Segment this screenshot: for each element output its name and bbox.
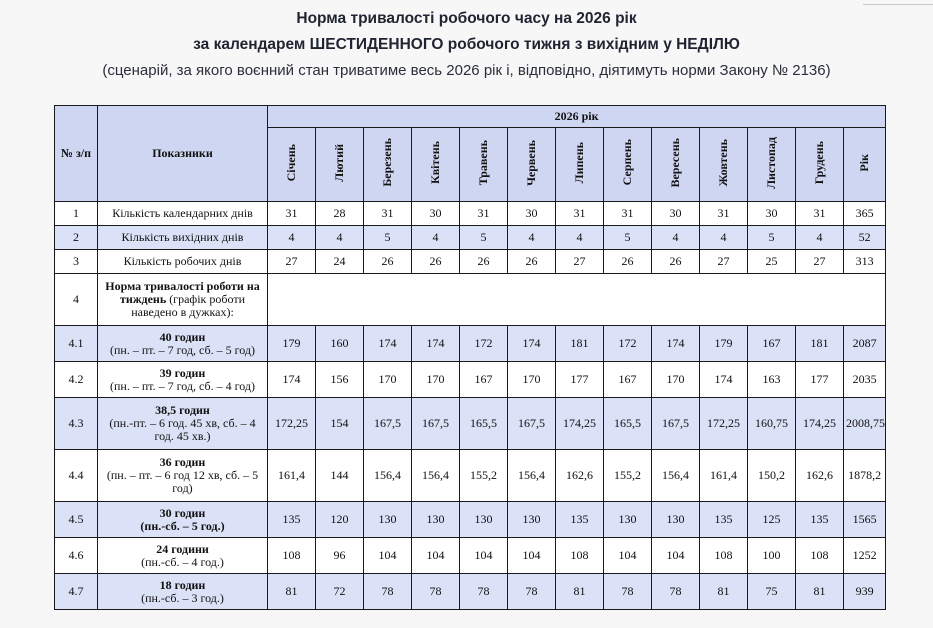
- row-total: 2087: [844, 326, 886, 362]
- row-value: 174: [508, 326, 556, 362]
- row-value: 170: [412, 362, 460, 398]
- row-total: 1878,2: [844, 450, 886, 502]
- row-value: 96: [316, 538, 364, 574]
- row-value: 174: [364, 326, 412, 362]
- header-month-label: Квітень: [428, 141, 442, 184]
- row-label: Кількість робочих днів: [98, 250, 268, 274]
- header-year: [844, 128, 886, 202]
- row-value: 156,4: [364, 450, 412, 502]
- row-label-bold: 24 години: [156, 541, 209, 556]
- row-value: 104: [604, 538, 652, 574]
- row-value: 26: [364, 250, 412, 274]
- row-value: 144: [316, 450, 364, 502]
- row-value: 4: [796, 226, 844, 250]
- row-value: 108: [556, 538, 604, 574]
- table-row: [55, 250, 886, 274]
- header-month: [508, 128, 556, 202]
- row-value: 81: [700, 574, 748, 610]
- row-value: 104: [508, 538, 556, 574]
- row-value: 177: [796, 362, 844, 398]
- row-value: 174,25: [796, 398, 844, 450]
- row-value: 174: [652, 326, 700, 362]
- header-month: [748, 128, 796, 202]
- header-month: [604, 128, 652, 202]
- row-value: 174: [268, 362, 316, 398]
- row-value: 181: [796, 326, 844, 362]
- header-month-label: Березень: [380, 138, 394, 187]
- row-value: 156,4: [412, 450, 460, 502]
- row-total: 313: [844, 250, 886, 274]
- row-value: 4: [412, 226, 460, 250]
- table-row: [55, 226, 886, 250]
- row-label: [98, 450, 268, 502]
- row-value: 120: [316, 502, 364, 538]
- header-month: [556, 128, 604, 202]
- row-number: 4.6: [55, 538, 98, 574]
- row-value: 167,5: [508, 398, 556, 450]
- row-label: Кількість календарних днів: [98, 202, 268, 226]
- table-row: [55, 450, 886, 502]
- row-value: 162,6: [556, 450, 604, 502]
- row-label: [98, 274, 268, 326]
- header-month-label: Лютий: [332, 143, 346, 182]
- row-total: 939: [844, 574, 886, 610]
- row-value: 31: [460, 202, 508, 226]
- row-value: 4: [652, 226, 700, 250]
- row-value: 179: [268, 326, 316, 362]
- header-month-label: Січень: [284, 143, 298, 182]
- row-value: 28: [316, 202, 364, 226]
- row-value: 167,5: [412, 398, 460, 450]
- row-value: 108: [796, 538, 844, 574]
- row-value: 81: [796, 574, 844, 610]
- header-month-label: Листопад: [764, 136, 778, 189]
- row-label: [98, 326, 268, 362]
- row-label-detail: (пн.-сб. – 5 год.): [140, 518, 225, 533]
- row-label-detail: (пн. – пт. – 7 год, сб. – 4 год): [110, 378, 255, 393]
- row-value: 75: [748, 574, 796, 610]
- row-value: 30: [508, 202, 556, 226]
- row-value: 135: [556, 502, 604, 538]
- row-value: 26: [604, 250, 652, 274]
- document-header: [0, 8, 933, 82]
- row-value: 181: [556, 326, 604, 362]
- row-value: 30: [412, 202, 460, 226]
- header-month: [316, 128, 364, 202]
- row-total: 52: [844, 226, 886, 250]
- table-row: [55, 538, 886, 574]
- row-value: 27: [700, 250, 748, 274]
- row-value: 177: [556, 362, 604, 398]
- header-year-group: 2026 рік: [268, 106, 886, 128]
- table-row: [55, 574, 886, 610]
- row-number: 4.7: [55, 574, 98, 610]
- row-value: 130: [508, 502, 556, 538]
- row-value: 170: [652, 362, 700, 398]
- row-value: 170: [364, 362, 412, 398]
- row-label: [98, 574, 268, 610]
- row-number: 4.4: [55, 450, 98, 502]
- row-number: 4.2: [55, 362, 98, 398]
- row-value: 172: [460, 326, 508, 362]
- table-row: [55, 502, 886, 538]
- row-value: 174: [412, 326, 460, 362]
- row-value: 130: [412, 502, 460, 538]
- row-value: 104: [364, 538, 412, 574]
- header-year-label: Рік: [857, 153, 872, 172]
- row-value: 162,6: [796, 450, 844, 502]
- row-value: 72: [316, 574, 364, 610]
- header-month: [268, 128, 316, 202]
- row-value: 27: [556, 250, 604, 274]
- header-row-group: [55, 106, 886, 128]
- row-value: 163: [748, 362, 796, 398]
- row-number: 4.3: [55, 398, 98, 450]
- row-value: 78: [604, 574, 652, 610]
- header-month: [460, 128, 508, 202]
- row-value: 167,5: [364, 398, 412, 450]
- row-number: 3: [55, 250, 98, 274]
- row-value: 25: [748, 250, 796, 274]
- header-month-label: Серпень: [620, 139, 634, 186]
- row-label-detail: (пн.-пт. – 6 год. 45 хв, сб. – 4 год. 45 хв.): [109, 416, 256, 443]
- row-label: [98, 398, 268, 450]
- row-number: 4.5: [55, 502, 98, 538]
- row-value: 167: [748, 326, 796, 362]
- row-value: 27: [796, 250, 844, 274]
- row-value: 4: [556, 226, 604, 250]
- table-row: [55, 202, 886, 226]
- header-indicators: Показники: [98, 106, 268, 202]
- row-value: 5: [604, 226, 652, 250]
- row-total: 365: [844, 202, 886, 226]
- row-value: 5: [460, 226, 508, 250]
- header-month-label: Червень: [524, 139, 538, 186]
- section-empty-cell: [268, 274, 886, 326]
- row-value: 130: [364, 502, 412, 538]
- row-value: 78: [508, 574, 556, 610]
- row-value: 4: [268, 226, 316, 250]
- row-value: 104: [460, 538, 508, 574]
- table-row-section: [55, 274, 886, 326]
- row-value: 125: [748, 502, 796, 538]
- row-value: 31: [700, 202, 748, 226]
- row-value: 174,25: [556, 398, 604, 450]
- row-value: 161,4: [700, 450, 748, 502]
- row-value: 130: [460, 502, 508, 538]
- row-value: 31: [268, 202, 316, 226]
- row-value: 31: [604, 202, 652, 226]
- row-value: 27: [268, 250, 316, 274]
- header-month-label: Жовтень: [716, 138, 730, 187]
- header-month-label: Липень: [572, 141, 586, 184]
- row-label-bold: 40 годин: [159, 329, 206, 344]
- row-label-bold: Норма тривалості роботи на тиждень: [105, 279, 260, 306]
- row-number: 2: [55, 226, 98, 250]
- row-value: 165,5: [604, 398, 652, 450]
- header-month: [364, 128, 412, 202]
- row-total: 1565: [844, 502, 886, 538]
- row-value: 156: [316, 362, 364, 398]
- page-scenario-note: (сценарій, за якого воєнний стан триватиме весь 2026 рік і, відповідно, діятимуть норми Закону № 2136): [102, 62, 831, 79]
- row-value: 4: [700, 226, 748, 250]
- row-value: 26: [460, 250, 508, 274]
- row-label: [98, 538, 268, 574]
- row-value: 150,2: [748, 450, 796, 502]
- row-value: 31: [796, 202, 844, 226]
- row-value: 31: [364, 202, 412, 226]
- row-label-bold: 39 годин: [159, 365, 206, 380]
- row-value: 30: [652, 202, 700, 226]
- table-row: [55, 362, 886, 398]
- row-value: 156,4: [652, 450, 700, 502]
- row-value: 179: [700, 326, 748, 362]
- row-value: 108: [268, 538, 316, 574]
- row-value: 31: [556, 202, 604, 226]
- row-number: 4.1: [55, 326, 98, 362]
- header-month: [412, 128, 460, 202]
- row-total: 2008,75: [844, 398, 886, 450]
- row-value: 135: [700, 502, 748, 538]
- table-body: [55, 202, 886, 610]
- row-value: 4: [508, 226, 556, 250]
- row-number: 4: [55, 274, 98, 326]
- row-label: Кількість вихідних днів: [98, 226, 268, 250]
- row-value: 154: [316, 398, 364, 450]
- row-label-bold: 36 годин: [159, 455, 206, 469]
- row-value: 172: [604, 326, 652, 362]
- row-value: 167,5: [652, 398, 700, 450]
- row-label-rest: (графік роботи наведено в дужках):: [131, 292, 245, 319]
- row-value: 104: [652, 538, 700, 574]
- row-label-detail: (пн.-сб. – 4 год.): [141, 554, 224, 569]
- row-value: 81: [556, 574, 604, 610]
- table-row: [55, 398, 886, 450]
- row-value: 135: [796, 502, 844, 538]
- row-value: 130: [604, 502, 652, 538]
- row-value: 167: [460, 362, 508, 398]
- row-value: 165,5: [460, 398, 508, 450]
- row-value: 26: [652, 250, 700, 274]
- row-label-bold: 38,5 годин: [155, 403, 210, 417]
- table-row: [55, 326, 886, 362]
- page-subtitle: за календарем ШЕСТИДЕННОГО робочого тижня з вихідним у НЕДІЛЮ: [193, 36, 740, 53]
- row-label-detail: (пн.-сб. – 3 год.): [141, 590, 224, 605]
- row-value: 30: [748, 202, 796, 226]
- row-value: 172,25: [700, 398, 748, 450]
- row-total: 1252: [844, 538, 886, 574]
- row-value: 156,4: [508, 450, 556, 502]
- header-month: [796, 128, 844, 202]
- row-value: 78: [460, 574, 508, 610]
- row-label-detail: (пн. – пт. – 6 год 12 хв, сб. – 5 год): [106, 468, 259, 495]
- row-value: 160,75: [748, 398, 796, 450]
- row-value: 5: [364, 226, 412, 250]
- row-value: 26: [508, 250, 556, 274]
- row-value: 104: [412, 538, 460, 574]
- header-month-label: Вересень: [668, 137, 682, 188]
- row-value: 161,4: [268, 450, 316, 502]
- row-value: 160: [316, 326, 364, 362]
- row-value: 174: [700, 362, 748, 398]
- row-value: 78: [412, 574, 460, 610]
- row-value: 135: [268, 502, 316, 538]
- work-hours-norm-table: [54, 105, 886, 610]
- row-value: 81: [268, 574, 316, 610]
- row-label: [98, 502, 268, 538]
- row-label-detail: (пн. – пт. – 7 год, сб. – 5 год): [110, 342, 255, 357]
- row-label: [98, 362, 268, 398]
- row-total: 2035: [844, 362, 886, 398]
- row-label-bold: 18 годин: [159, 577, 206, 592]
- header-number: № з/п: [55, 106, 98, 202]
- row-value: 130: [652, 502, 700, 538]
- row-label-bold: 30 годин: [159, 505, 206, 520]
- header-month-label: Травень: [476, 139, 490, 186]
- header-month-label: Грудень: [812, 140, 826, 185]
- row-value: 108: [700, 538, 748, 574]
- page-title: Норма тривалості робочого часу на 2026 рік: [296, 10, 637, 27]
- header-month: [652, 128, 700, 202]
- header-month: [700, 128, 748, 202]
- row-value: 26: [412, 250, 460, 274]
- row-value: 100: [748, 538, 796, 574]
- row-value: 170: [508, 362, 556, 398]
- row-value: 167: [604, 362, 652, 398]
- row-value: 5: [748, 226, 796, 250]
- row-value: 155,2: [604, 450, 652, 502]
- row-number: 1: [55, 202, 98, 226]
- row-value: 4: [316, 226, 364, 250]
- top-edge-decoration: [863, 0, 933, 5]
- row-value: 78: [364, 574, 412, 610]
- row-value: 78: [652, 574, 700, 610]
- row-value: 155,2: [460, 450, 508, 502]
- row-value: 172,25: [268, 398, 316, 450]
- row-value: 24: [316, 250, 364, 274]
